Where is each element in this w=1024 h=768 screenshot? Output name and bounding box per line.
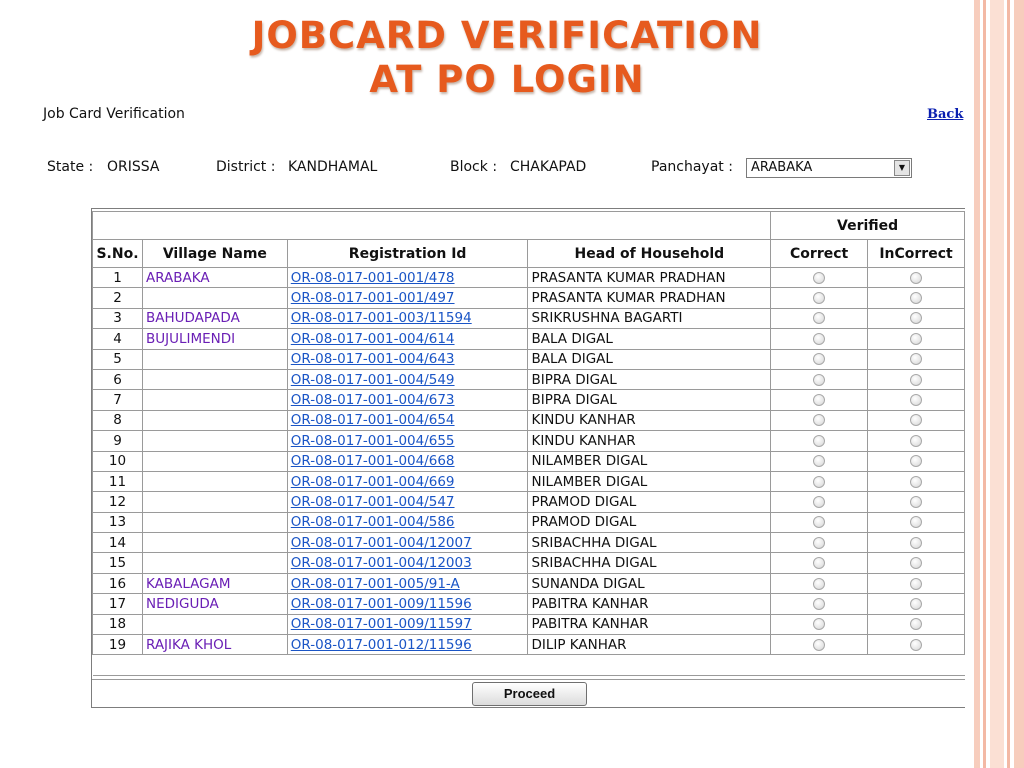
cell-correct: [771, 635, 868, 655]
registration-link[interactable]: OR-08-017-001-004/669: [287, 471, 528, 491]
cell-village: [142, 288, 287, 308]
cell-village: BUJULIMENDI: [142, 329, 287, 349]
cell-village: ARABAKA: [142, 268, 287, 288]
filter-bar: [0, 158, 1000, 180]
cell-village: [142, 533, 287, 553]
incorrect-radio[interactable]: [910, 537, 922, 549]
state-label: State :: [47, 159, 94, 175]
table-row: [93, 410, 965, 430]
correct-radio[interactable]: [813, 578, 825, 590]
cell-incorrect: [868, 553, 965, 573]
incorrect-radio[interactable]: [910, 476, 922, 488]
correct-radio[interactable]: [813, 618, 825, 630]
correct-radio[interactable]: [813, 292, 825, 304]
cell-correct: [771, 533, 868, 553]
back-link[interactable]: Back: [927, 107, 964, 122]
cell-incorrect: [868, 390, 965, 410]
incorrect-radio[interactable]: [910, 353, 922, 365]
registration-link[interactable]: OR-08-017-001-004/12003: [287, 553, 528, 573]
cell-incorrect: [868, 349, 965, 369]
cell-correct: [771, 369, 868, 389]
cell-correct: [771, 471, 868, 491]
panchayat-selected-value: ARABAKA: [751, 160, 813, 175]
cell-incorrect: [868, 308, 965, 328]
empty-group-header: [93, 212, 771, 240]
cell-correct: [771, 329, 868, 349]
panchayat-label: Panchayat :: [651, 159, 733, 175]
table-row: [93, 329, 965, 349]
verification-table-panel: [91, 208, 965, 708]
cell-incorrect: [868, 329, 965, 349]
table-row: [93, 431, 965, 451]
correct-radio[interactable]: [813, 374, 825, 386]
registration-link[interactable]: OR-08-017-001-003/11594: [287, 308, 528, 328]
cell-incorrect: [868, 533, 965, 553]
registration-link[interactable]: OR-08-017-001-001/478: [287, 268, 528, 288]
registration-link[interactable]: OR-08-017-001-009/11597: [287, 614, 528, 634]
cell-village: [142, 431, 287, 451]
table-footer-divider: [92, 679, 965, 680]
cell-head-of-household: PABITRA KANHAR: [528, 594, 771, 614]
table-row: [93, 635, 965, 655]
empty-row: [93, 655, 965, 675]
column-header-incorrect: InCorrect: [868, 240, 965, 268]
table-row: [93, 614, 965, 634]
correct-radio[interactable]: [813, 516, 825, 528]
cell-head-of-household: KINDU KANHAR: [528, 410, 771, 430]
district-value: KANDHAMAL: [288, 159, 378, 175]
correct-radio[interactable]: [813, 312, 825, 324]
cell-sno: 1: [93, 268, 143, 288]
dropdown-arrow-icon[interactable]: ▼: [894, 160, 910, 176]
registration-link[interactable]: OR-08-017-001-004/654: [287, 410, 528, 430]
cell-correct: [771, 288, 868, 308]
table-row: [93, 390, 965, 410]
cell-correct: [771, 349, 868, 369]
cell-head-of-household: SRIBACHHA DIGAL: [528, 553, 771, 573]
cell-correct: [771, 594, 868, 614]
registration-link[interactable]: OR-08-017-001-012/11596: [287, 635, 528, 655]
cell-sno: 3: [93, 308, 143, 328]
page-heading: Job Card Verification: [43, 106, 185, 122]
cell-head-of-household: PRASANTA KUMAR PRADHAN: [528, 288, 771, 308]
slide-title-line-2: AT PO LOGIN: [369, 58, 645, 101]
empty-cell: [528, 655, 771, 675]
cell-incorrect: [868, 594, 965, 614]
cell-village: [142, 492, 287, 512]
cell-sno: 6: [93, 369, 143, 389]
cell-correct: [771, 431, 868, 451]
cell-incorrect: [868, 512, 965, 532]
cell-sno: 8: [93, 410, 143, 430]
incorrect-radio[interactable]: [910, 435, 922, 447]
registration-link[interactable]: OR-08-017-001-004/655: [287, 431, 528, 451]
table-row: [93, 268, 965, 288]
empty-cell: [771, 655, 868, 675]
cell-head-of-household: PRAMOD DIGAL: [528, 492, 771, 512]
cell-head-of-household: PABITRA KANHAR: [528, 614, 771, 634]
incorrect-radio[interactable]: [910, 333, 922, 345]
cell-incorrect: [868, 369, 965, 389]
correct-radio[interactable]: [813, 455, 825, 467]
cell-correct: [771, 268, 868, 288]
cell-incorrect: [868, 431, 965, 451]
column-header-head: Head of Household: [528, 240, 771, 268]
cell-village: KABALAGAM: [142, 573, 287, 593]
cell-correct: [771, 553, 868, 573]
cell-incorrect: [868, 410, 965, 430]
group-header-row: [93, 212, 965, 240]
cell-incorrect: [868, 492, 965, 512]
cell-correct: [771, 390, 868, 410]
cell-sno: 13: [93, 512, 143, 532]
cell-sno: 15: [93, 553, 143, 573]
incorrect-radio[interactable]: [910, 496, 922, 508]
cell-village: [142, 410, 287, 430]
correct-radio[interactable]: [813, 639, 825, 651]
cell-head-of-household: DILIP KANHAR: [528, 635, 771, 655]
table-row: [93, 471, 965, 491]
table-row: [93, 573, 965, 593]
table-row: [93, 533, 965, 553]
cell-sno: 5: [93, 349, 143, 369]
block-value: CHAKAPAD: [510, 159, 587, 175]
registration-link[interactable]: OR-08-017-001-004/547: [287, 492, 528, 512]
cell-head-of-household: BALA DIGAL: [528, 349, 771, 369]
cell-head-of-household: NILAMBER DIGAL: [528, 471, 771, 491]
registration-link[interactable]: OR-08-017-001-004/643: [287, 349, 528, 369]
cell-village: [142, 390, 287, 410]
cell-correct: [771, 492, 868, 512]
table-row: [93, 594, 965, 614]
cell-head-of-household: BALA DIGAL: [528, 329, 771, 349]
decorative-stripes: [974, 0, 1024, 768]
correct-radio[interactable]: [813, 557, 825, 569]
incorrect-radio[interactable]: [910, 598, 922, 610]
cell-correct: [771, 451, 868, 471]
correct-radio[interactable]: [813, 333, 825, 345]
cell-head-of-household: SRIBACHHA DIGAL: [528, 533, 771, 553]
cell-correct: [771, 308, 868, 328]
column-header-registration: Registration Id: [287, 240, 528, 268]
cell-village: [142, 451, 287, 471]
incorrect-radio[interactable]: [910, 557, 922, 569]
cell-village: RAJIKA KHOL: [142, 635, 287, 655]
district-label: District :: [216, 159, 276, 175]
cell-incorrect: [868, 268, 965, 288]
correct-radio[interactable]: [813, 414, 825, 426]
empty-cell: [93, 655, 143, 675]
cell-head-of-household: BIPRA DIGAL: [528, 390, 771, 410]
cell-sno: 9: [93, 431, 143, 451]
column-header-row: [93, 240, 965, 268]
table-row: [93, 553, 965, 573]
cell-village: NEDIGUDA: [142, 594, 287, 614]
cell-sno: 18: [93, 614, 143, 634]
cell-head-of-household: SUNANDA DIGAL: [528, 573, 771, 593]
empty-cell: [287, 655, 528, 675]
correct-radio[interactable]: [813, 394, 825, 406]
registration-link[interactable]: OR-08-017-001-004/614: [287, 329, 528, 349]
incorrect-radio[interactable]: [910, 374, 922, 386]
correct-radio[interactable]: [813, 537, 825, 549]
column-header-sno: S.No.: [93, 240, 143, 268]
table-row: [93, 512, 965, 532]
proceed-button[interactable]: Proceed: [472, 682, 587, 706]
cell-sno: 7: [93, 390, 143, 410]
cell-head-of-household: SRIKRUSHNA BAGARTI: [528, 308, 771, 328]
cell-village: [142, 369, 287, 389]
cell-correct: [771, 512, 868, 532]
table-row: [93, 451, 965, 471]
incorrect-radio[interactable]: [910, 292, 922, 304]
cell-incorrect: [868, 288, 965, 308]
correct-radio[interactable]: [813, 435, 825, 447]
cell-incorrect: [868, 614, 965, 634]
incorrect-radio[interactable]: [910, 394, 922, 406]
cell-village: BAHUDAPADA: [142, 308, 287, 328]
registration-link[interactable]: OR-08-017-001-004/586: [287, 512, 528, 532]
correct-radio[interactable]: [813, 496, 825, 508]
column-header-village: Village Name: [142, 240, 287, 268]
incorrect-radio[interactable]: [910, 455, 922, 467]
cell-head-of-household: PRASANTA KUMAR PRADHAN: [528, 268, 771, 288]
correct-radio[interactable]: [813, 476, 825, 488]
cell-sno: 16: [93, 573, 143, 593]
registration-link[interactable]: OR-08-017-001-005/91-A: [287, 573, 528, 593]
cell-sno: 11: [93, 471, 143, 491]
correct-radio[interactable]: [813, 353, 825, 365]
incorrect-radio[interactable]: [910, 618, 922, 630]
cell-village: [142, 349, 287, 369]
registration-link[interactable]: OR-08-017-001-004/673: [287, 390, 528, 410]
state-value: ORISSA: [107, 159, 160, 175]
incorrect-radio[interactable]: [910, 414, 922, 426]
verification-table: [92, 211, 965, 676]
incorrect-radio[interactable]: [910, 272, 922, 284]
cell-sno: 10: [93, 451, 143, 471]
column-header-correct: Correct: [771, 240, 868, 268]
table-row: [93, 492, 965, 512]
cell-incorrect: [868, 573, 965, 593]
panchayat-select[interactable]: [746, 158, 912, 178]
registration-link[interactable]: OR-08-017-001-004/668: [287, 451, 528, 471]
incorrect-radio[interactable]: [910, 516, 922, 528]
cell-sno: 19: [93, 635, 143, 655]
table-row: [93, 288, 965, 308]
cell-head-of-household: PRAMOD DIGAL: [528, 512, 771, 532]
cell-sno: 2: [93, 288, 143, 308]
empty-cell: [142, 655, 287, 675]
cell-correct: [771, 614, 868, 634]
correct-radio[interactable]: [813, 272, 825, 284]
cell-village: [142, 614, 287, 634]
correct-radio[interactable]: [813, 598, 825, 610]
incorrect-radio[interactable]: [910, 312, 922, 324]
incorrect-radio[interactable]: [910, 639, 922, 651]
cell-sno: 17: [93, 594, 143, 614]
cell-head-of-household: NILAMBER DIGAL: [528, 451, 771, 471]
cell-head-of-household: BIPRA DIGAL: [528, 369, 771, 389]
empty-cell: [868, 655, 965, 675]
table-row: [93, 349, 965, 369]
verified-group-header: Verified: [771, 212, 965, 240]
registration-link[interactable]: OR-08-017-001-004/12007: [287, 533, 528, 553]
cell-sno: 4: [93, 329, 143, 349]
registration-link[interactable]: OR-08-017-001-001/497: [287, 288, 528, 308]
registration-link[interactable]: OR-08-017-001-004/549: [287, 369, 528, 389]
slide-title-line-1: JOBCARD VERIFICATION: [251, 14, 763, 57]
table-row: [93, 369, 965, 389]
block-label: Block :: [450, 159, 498, 175]
cell-sno: 14: [93, 533, 143, 553]
cell-correct: [771, 410, 868, 430]
cell-incorrect: [868, 471, 965, 491]
table-row: [93, 308, 965, 328]
cell-village: [142, 471, 287, 491]
cell-correct: [771, 573, 868, 593]
incorrect-radio[interactable]: [910, 578, 922, 590]
cell-head-of-household: KINDU KANHAR: [528, 431, 771, 451]
cell-village: [142, 553, 287, 573]
cell-sno: 12: [93, 492, 143, 512]
registration-link[interactable]: OR-08-017-001-009/11596: [287, 594, 528, 614]
cell-incorrect: [868, 451, 965, 471]
slide-title: [0, 14, 1014, 102]
cell-village: [142, 512, 287, 532]
cell-incorrect: [868, 635, 965, 655]
